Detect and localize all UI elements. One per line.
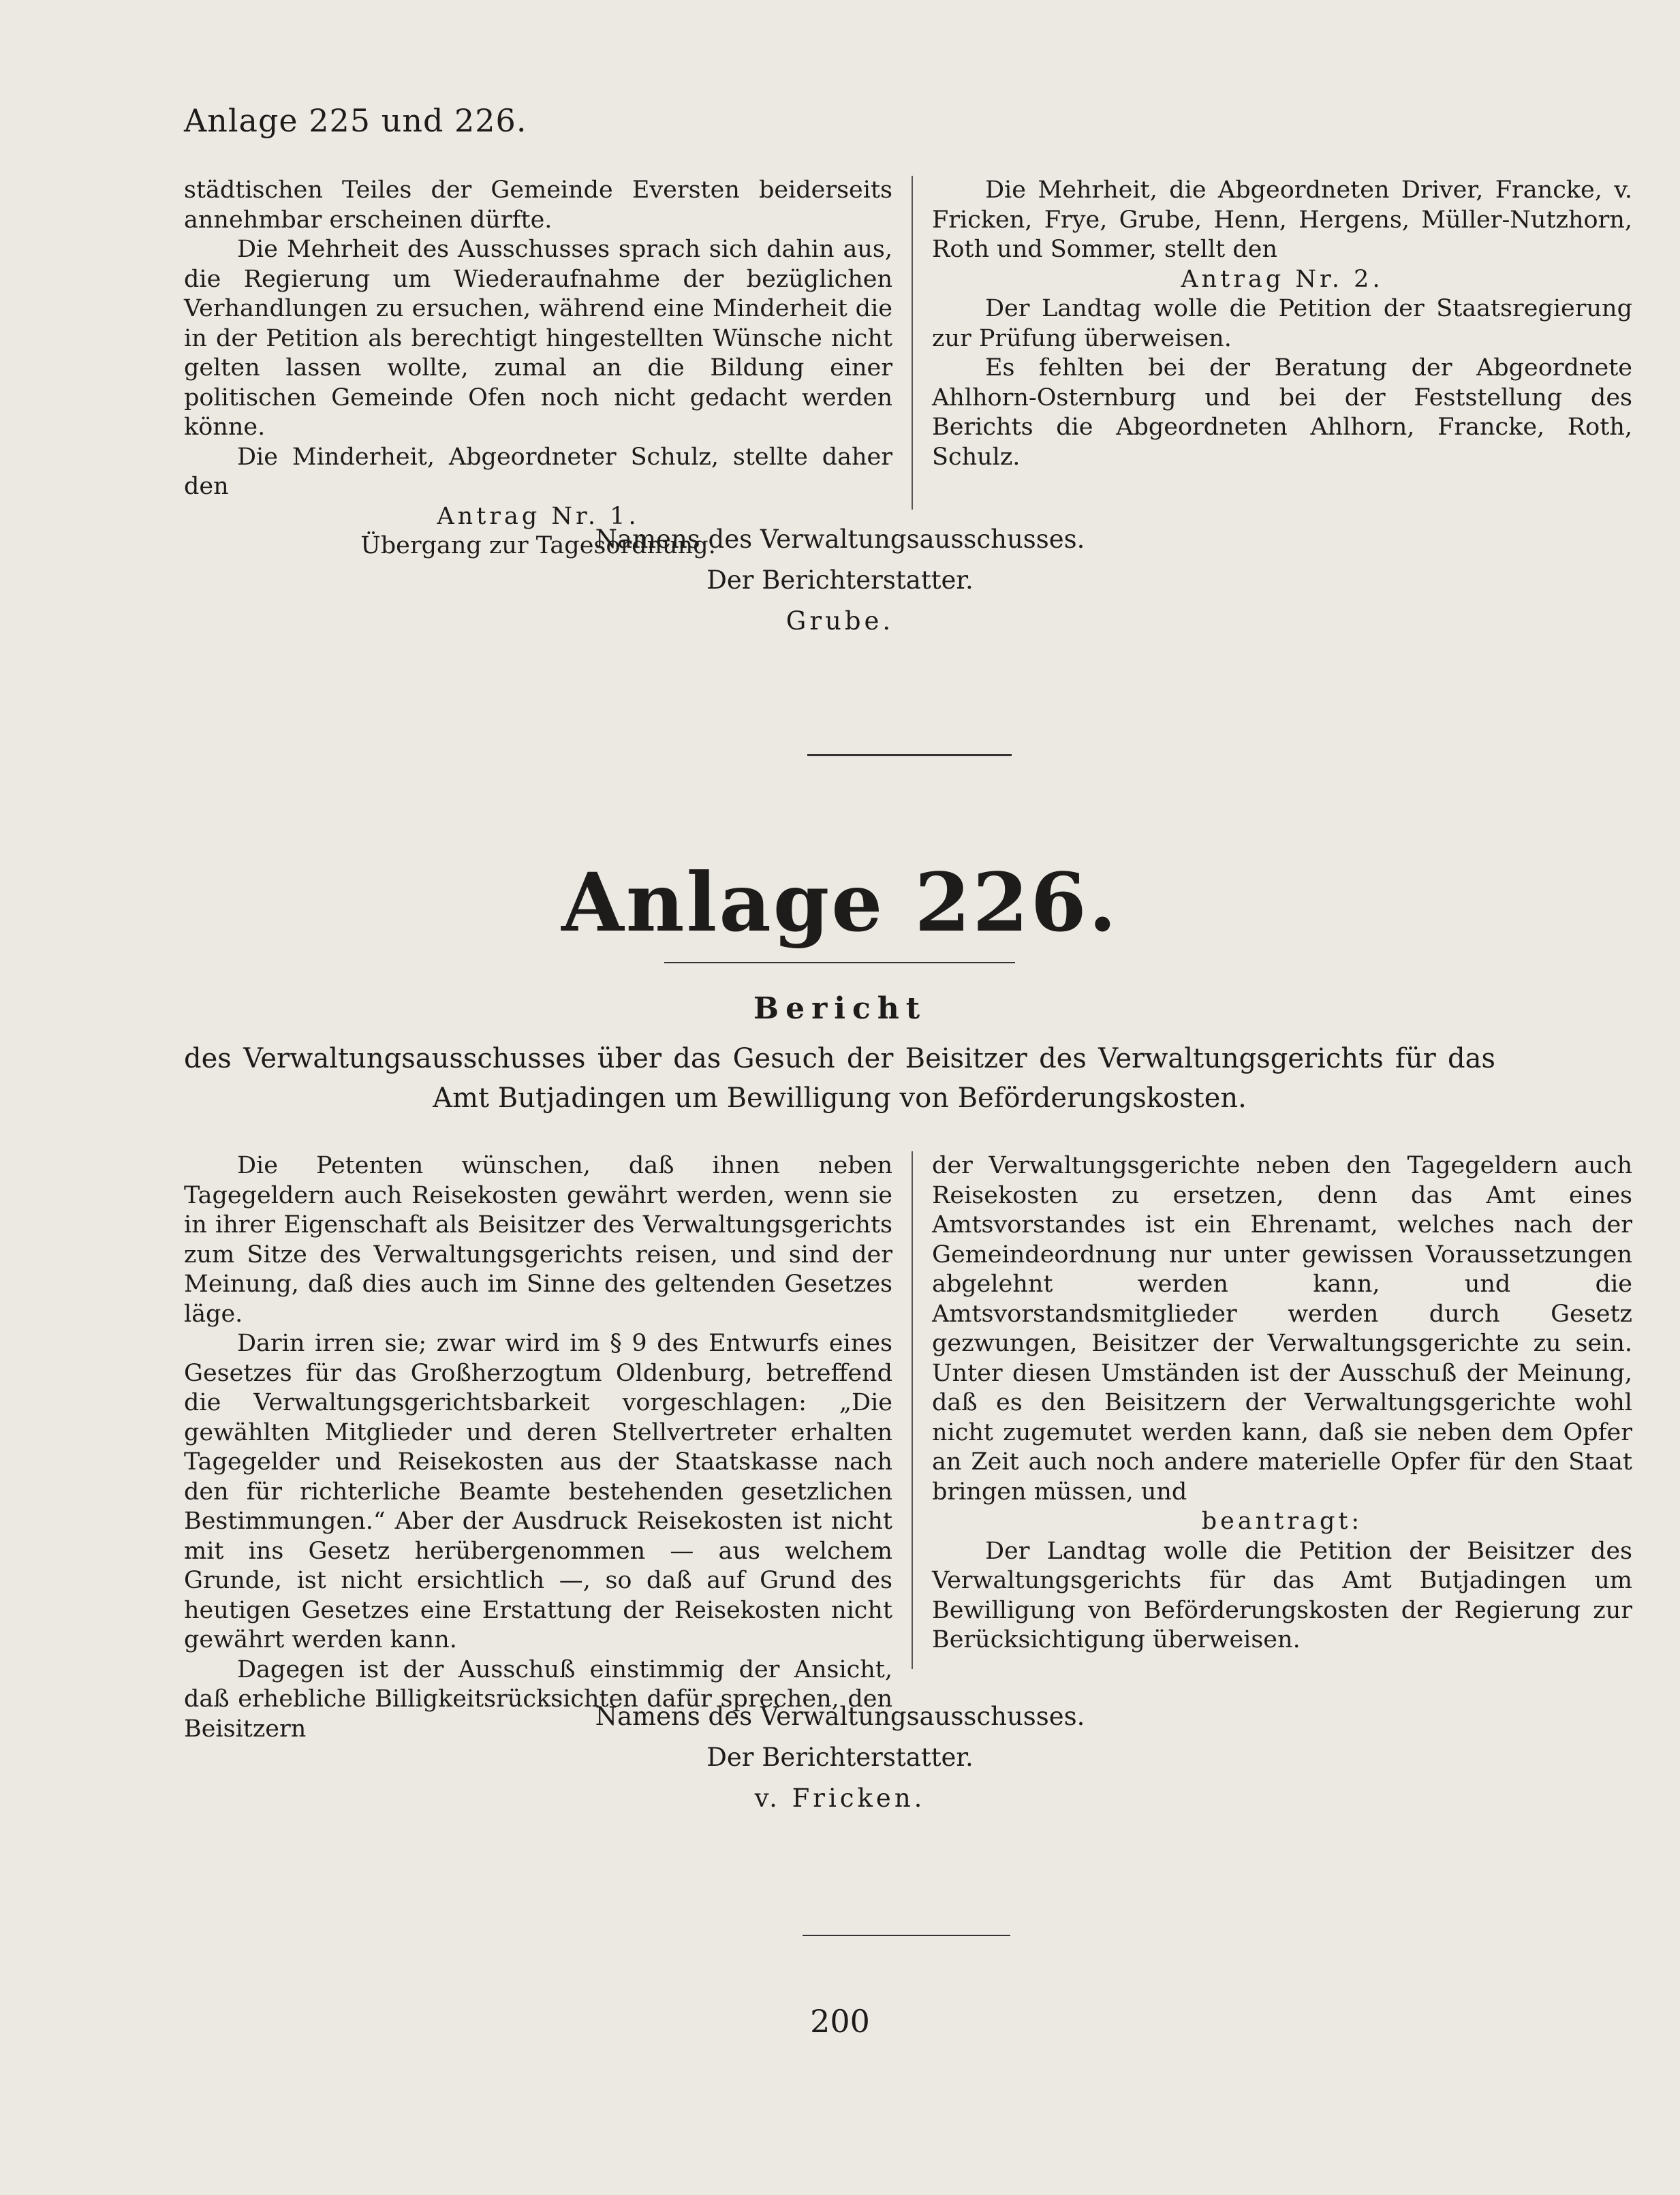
motion-text: Der Landtag wolle die Petition der Staatsregierung zur Prüfung überweisen.	[932, 295, 1632, 352]
paragraph: der Verwaltungsgerichte neben den Tagegeldern auch Reisekosten zu ersetzen, denn das Amt eines Amtsvorstandes ist ein Ehrenamt, welches nach der Gemeindeordnung nur unter gewissen Voraussetzungen abgelehnt werden kann, und die Amtsvorstandsmitglieder werden durch Gesetz gezwungen, Beisitzer der Verwaltungsgerichte zu sein. Unter diesen Umständen ist der Ausschuß der Meinung, daß es den Beisitzern der Verwaltungsgerichte wohl nicht zugemutet werden kann, daß sie neben dem Opfer an Zeit auch noch andere materielle Opfer für den Staat bringen müssen, und	[932, 1152, 1632, 1506]
section-divider	[807, 754, 1012, 756]
signature-role: Der Berichterstatter.	[706, 565, 974, 595]
paragraph: Dagegen ist der Ausschuß einstimmig der Ansicht, daß erhebliche Billigkeitsrücksichten dafür sprechen, den Beisitzern	[184, 1655, 892, 1743]
signature-name: Grube.	[785, 606, 895, 636]
motion-title: beantragt:	[1201, 1508, 1363, 1535]
title-underline	[664, 962, 1015, 963]
section-225-right-column	[932, 176, 1632, 510]
signature-committee: Namens des Verwaltungsausschusses.	[595, 1702, 1085, 1731]
signature-block-226	[0, 1696, 1680, 1819]
section-226-right-column	[932, 1151, 1632, 1669]
paragraph: Die Minderheit, Abgeordneter Schulz, stellte daher den	[184, 443, 892, 500]
column-divider	[912, 1151, 913, 1669]
paragraph: städtischen Teiles der Gemeinde Eversten beiderseits annehmbar erscheinen dürfte.	[184, 176, 892, 234]
paragraph: Die Mehrheit des Ausschusses sprach sich dahin aus, die Regierung um Wiederaufnahme der bezüglichen Verhandlungen zu ersuchen, während eine Minderheit die in der Petition als berechtigt hingestellten Wünsche nicht gelten lassen wollte, zumal an die Bildung einer politischen Gemeinde Ofen noch nicht gedacht werden könne.	[184, 236, 892, 441]
paragraph: Darin irren sie; zwar wird im § 9 des Entwurfs eines Gesetzes für das Großherzogtum Oldenburg, betreffend die Verwaltungsgerichtsbarkeit vorgeschlagen: „Die gewählten Mitglieder und deren Stellvertreter erhalten Tagegelder und Reisekosten aus der Staatskasse nach den für richterliche Beamte bestehenden gesetzlichen Bestimmungen.“ Aber der Ausdruck Reisekosten ist nicht mit ins Gesetz herübergenommen — aus welchem Grunde, ist nicht ersichtlich —, so daß auf Grund des heutigen Gesetzes eine Erstattung der Reisekosten nicht gewährt werden kann.	[184, 1330, 892, 1653]
paragraph: Die Petenten wünschen, daß ihnen neben Tagegeldern auch Reisekosten gewährt werden, wenn sie in ihrer Eigenschaft als Beisitzer des Verwaltungsgerichts zum Sitze des Verwaltungsgerichts reisen, und sind der Meinung, daß dies auch im Sinne des geltenden Gesetzes läge.	[184, 1152, 892, 1328]
motion-title: Antrag Nr. 1.	[437, 502, 640, 530]
motion-text: Der Landtag wolle die Petition der Beisitzer des Verwaltungsgerichts für das Amt Butjadingen um Bewilligung von Beförderungskosten der Regierung zur Berücksichtigung überweisen.	[932, 1537, 1632, 1653]
signature-role: Der Berichterstatter.	[706, 1743, 974, 1772]
column-divider	[912, 176, 913, 510]
signature-committee: Namens des Verwaltungsausschusses.	[595, 525, 1085, 554]
appendix-title: Anlage 226.	[561, 855, 1119, 950]
report-heading: Bericht	[753, 991, 927, 1026]
page-number: 200	[810, 2003, 870, 2040]
signature-block-225	[0, 519, 1680, 642]
motion-title: Antrag Nr. 2.	[1181, 265, 1384, 293]
running-head: Anlage 225 und 226.	[184, 102, 527, 139]
motion-text: Übergang zur Tagesordnung.	[360, 532, 716, 559]
report-description: des Verwaltungsausschusses über das Gesuch der Beisitzer des Verwaltungsgerichts für das Amt Butjadingen um Bewilligung von Beförderungskosten.	[184, 1043, 1495, 1114]
end-rule	[803, 1935, 1010, 1936]
signature-name: v. Fricken.	[754, 1784, 926, 1813]
paragraph: Es fehlten bei der Beratung der Abgeordnete Ahlhorn-Osternburg und bei der Feststellung des Berichts die Abgeordneten Ahlhorn, Francke, Roth, Schulz.	[932, 354, 1632, 471]
paragraph: Die Mehrheit, die Abgeordneten Driver, Francke, v. Fricken, Frye, Grube, Henn, Hergens, Müller-Nutzhorn, Roth und Sommer, stellt den	[932, 176, 1632, 263]
